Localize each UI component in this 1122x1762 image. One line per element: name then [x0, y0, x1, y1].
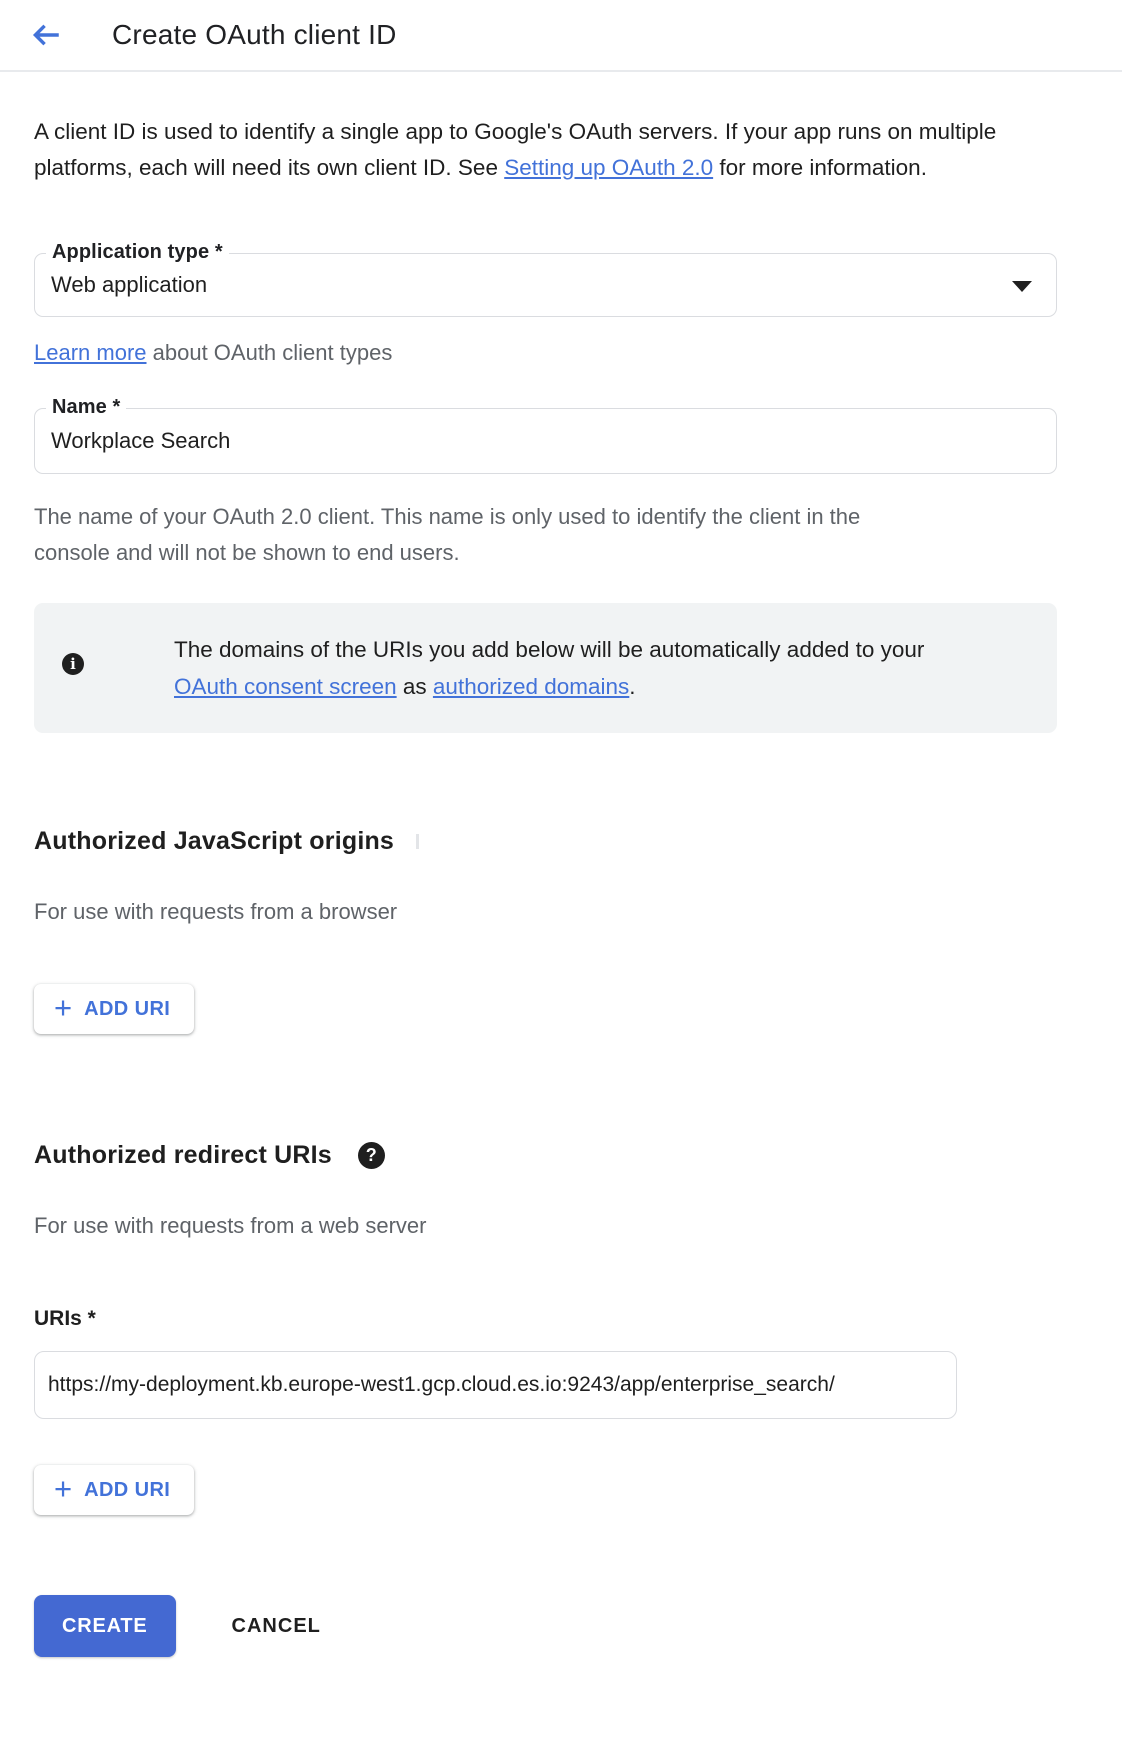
help-icon-placeholder	[416, 834, 419, 849]
js-origins-subtitle: For use with requests from a browser	[34, 899, 398, 924]
add-uri-label: ADD URI	[84, 1478, 171, 1501]
js-origins-heading	[34, 827, 1057, 856]
redirect-uris-subtitle: For use with requests from a web server	[34, 1213, 427, 1238]
add-uri-label: ADD URI	[84, 997, 171, 1020]
add-uri-button-redirect[interactable]	[34, 1465, 194, 1515]
info-banner-text	[174, 631, 934, 705]
page-title: Create OAuth client ID	[112, 19, 397, 50]
redirect-uris-heading	[34, 1141, 1057, 1170]
back-button[interactable]	[26, 15, 66, 55]
redirect-uri-input[interactable]	[35, 1373, 956, 1397]
back-arrow-icon	[29, 18, 63, 52]
action-buttons-row	[34, 1595, 1057, 1657]
add-uri-button-js-origins[interactable]	[34, 984, 194, 1034]
js-origins-heading-text: Authorized JavaScript origins	[34, 827, 395, 855]
authorized-domains-link[interactable]: authorized domains	[432, 674, 630, 699]
redirect-uri-field-wrapper	[34, 1351, 957, 1419]
learn-more-rest: about OAuth client types	[146, 340, 393, 365]
plus-icon: +	[54, 1471, 73, 1506]
create-button[interactable]: CREATE	[34, 1595, 176, 1657]
name-label: Name *	[46, 396, 126, 419]
banner-text-middle: as	[396, 674, 433, 699]
name-input[interactable]	[35, 409, 1056, 473]
page-header	[0, 0, 1122, 72]
setting-up-oauth-link[interactable]: Setting up OAuth 2.0	[504, 155, 714, 180]
learn-more-link[interactable]: Learn more	[34, 340, 147, 365]
form-content	[0, 114, 1122, 1657]
application-type-select[interactable]	[34, 241, 1057, 317]
name-field-wrapper	[34, 396, 1057, 474]
oauth-consent-screen-link[interactable]: OAuth consent screen	[174, 674, 397, 699]
application-type-value: Web application	[51, 272, 208, 297]
name-helper-text: The name of your OAuth 2.0 client. This name is only used to identify the client in the console and will not be shown to end users.	[34, 504, 861, 565]
help-icon[interactable]: ?	[358, 1142, 385, 1169]
intro-text-before: A client ID is used to identify a single app to Google's OAuth servers. If your app runs on multiple platforms, each will need its own client ID. See	[34, 119, 997, 180]
info-banner	[34, 603, 1057, 733]
application-type-label: Application type *	[46, 241, 229, 264]
info-icon: i	[62, 653, 84, 675]
intro-text-after: for more information.	[713, 155, 927, 180]
dropdown-arrow-icon	[1012, 281, 1032, 292]
redirect-uris-heading-text: Authorized redirect URIs	[34, 1141, 332, 1169]
banner-text-after: .	[629, 674, 636, 699]
intro-paragraph	[34, 114, 1046, 186]
banner-text-before: The domains of the URIs you add below will be automatically added to your	[174, 637, 925, 662]
learn-more-row	[34, 340, 1057, 366]
plus-icon: +	[54, 990, 73, 1025]
uris-label: URIs *	[34, 1307, 96, 1330]
cancel-button[interactable]: CANCEL	[222, 1605, 331, 1648]
